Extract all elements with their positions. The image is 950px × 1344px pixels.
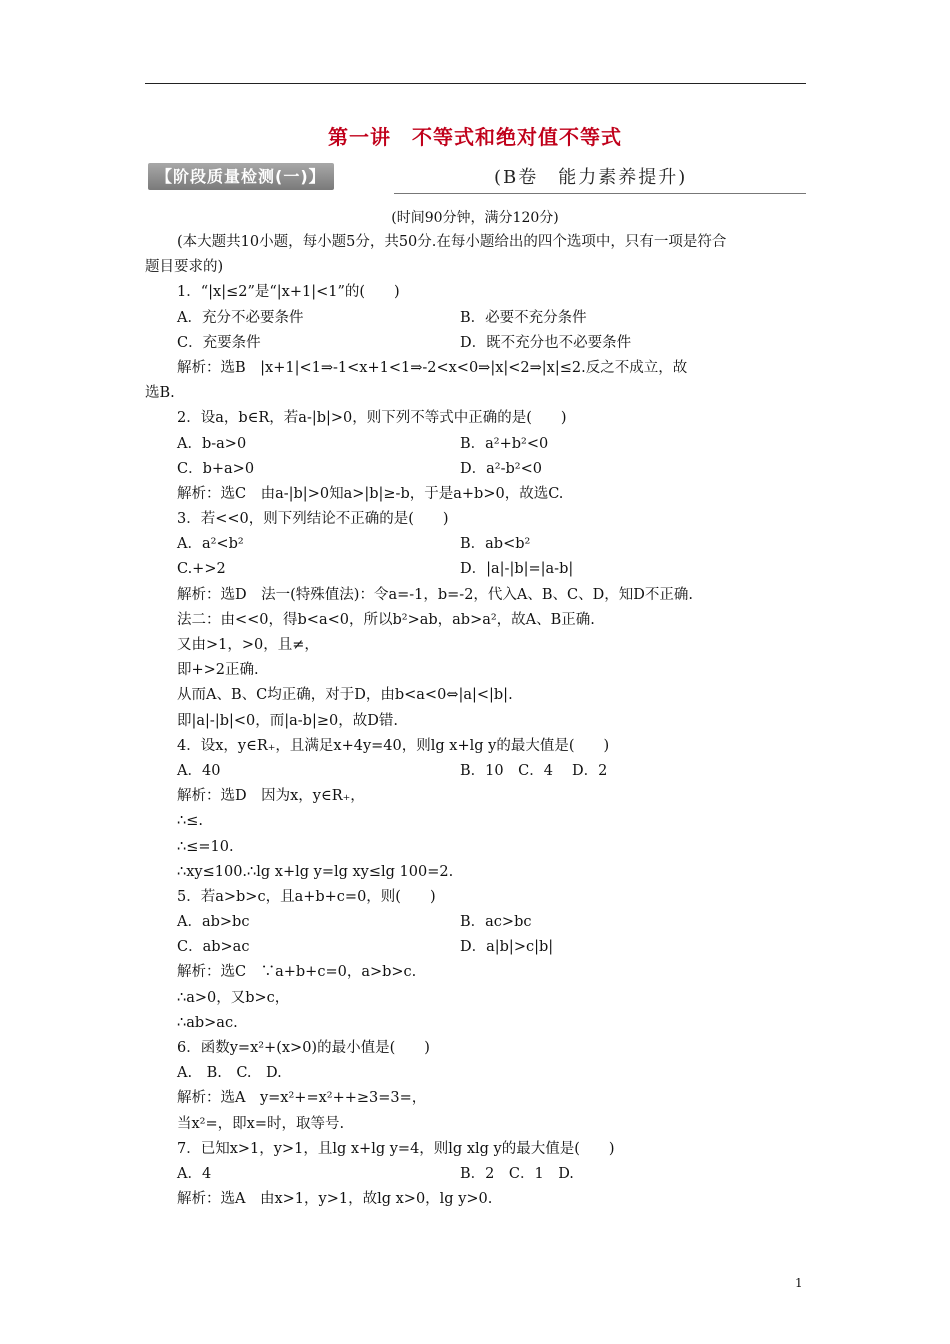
option: B．a²+b²<0	[460, 435, 549, 452]
option: A．4	[177, 1165, 212, 1182]
question-stem: 4．设x，y∈R₊，且满足x+4y=40，则lg x+lg y的最大值是( )	[177, 737, 610, 754]
option: C．b+a>0	[177, 460, 255, 477]
question-stem: 3．若<<0，则下列结论不正确的是( )	[177, 511, 449, 528]
option-row	[145, 557, 815, 582]
option: D．|a|-|b|=|a-b|	[460, 561, 574, 578]
solution-line: 选B.	[145, 385, 175, 402]
question-stem: 7．已知x>1，y>1，且lg x+lg y=4，则lg xlg y的最大值是( )	[177, 1140, 615, 1157]
solution-line: ∴xy≤100.∴lg x+lg y=lg xy≤lg 100=2.	[177, 863, 454, 880]
solution-line: 法二：由<<0，得b<a<0，所以b²>ab，ab>a²，故A、B正确.	[177, 611, 595, 628]
document-body	[145, 230, 815, 1212]
option-row	[145, 910, 815, 935]
solution-line: 解析：选A y=x²+=x²++≥3=3=，	[177, 1090, 427, 1107]
option-row: A. B. C. D.	[177, 1065, 282, 1082]
option: A．b-a>0	[177, 435, 247, 452]
solution-line: 解析：选D 法一(特殊值法)：令a=-1，b=-2，代入A、B、C、D，知D不正确.	[177, 586, 693, 603]
intro-line: (本大题共10小题，每小题5分，共50分.在每小题给出的四个选项中，只有一项是符合	[177, 234, 727, 250]
question-stem: 5．若a>b>c，且a+b+c=0，则( )	[177, 888, 436, 905]
page-title: 第一讲 不等式和绝对值不等式	[328, 125, 622, 149]
solution-line: 即+>2正确.	[177, 662, 259, 679]
option-row	[145, 532, 815, 557]
solution-line: 当x²=，即x=时，取等号.	[177, 1115, 345, 1132]
question-stem: 1．“|x|≤2”是“|x+1|<1”的( )	[177, 284, 400, 301]
section-subtitle: (B卷 能力素养提升)	[494, 167, 688, 188]
option: C.+>2	[177, 561, 226, 578]
solution-line: ∴≤=10.	[177, 838, 234, 855]
option: D．既不充分也不必要条件	[460, 334, 632, 351]
option: C．ab>ac	[177, 939, 250, 956]
option: D．a|b|>c|b|	[460, 939, 554, 956]
solution-line: 解析：选C 由a-|b|>0知a>|b|≥-b，于是a+b>0，故选C.	[177, 485, 564, 502]
option-row	[145, 432, 815, 457]
option-row	[145, 457, 815, 482]
solution-line: 解析：选A 由x>1，y>1，故lg x>0，lg y>0.	[177, 1191, 493, 1208]
solution-line: 解析：选C ∵a+b+c=0，a>b>c.	[177, 964, 417, 981]
option: C．充要条件	[177, 334, 261, 351]
question-stem: 2．设a，b∈R，若a-|b|>0，则下列不等式中正确的是( )	[177, 410, 567, 427]
option-row	[145, 759, 815, 784]
option: B．ab<b²	[460, 536, 531, 553]
page-number: 1	[795, 1276, 803, 1290]
solution-line: 解析：选B |x+1|<1⇒-1<x+1<1⇒-2<x<0⇒|x|<2⇒|x|≤2.反之不成立，故	[177, 359, 688, 376]
solution-line: 又由>1，>0，且≠，	[177, 637, 319, 653]
option-row	[145, 331, 815, 356]
solution-line: ∴≤.	[177, 813, 203, 830]
option: B．ac>bc	[460, 914, 532, 931]
solution-line: 即|a|-|b|<0，而|a-b|≥0，故D错.	[177, 712, 398, 729]
exam-time-info: (时间90分钟，满分120分)	[391, 210, 559, 226]
option: A．40	[177, 762, 221, 779]
option: D．a²-b²<0	[460, 460, 542, 477]
option-row	[145, 306, 815, 331]
option: B．必要不充分条件	[460, 309, 587, 326]
question-stem: 6．函数y=x²+(x>0)的最小值是( )	[177, 1040, 430, 1056]
option: A．充分不必要条件	[177, 309, 304, 326]
option: A．ab>bc	[177, 914, 250, 931]
solution-line: 从而A、B、C均正确，对于D，由b<a<0⇔|a|<|b|.	[177, 687, 513, 704]
header-rule	[145, 83, 806, 84]
option: B．10 C．4 D．2	[460, 762, 608, 779]
solution-line: ∴ab>ac.	[177, 1014, 238, 1031]
section-badge: 【阶段质量检测(一)】	[148, 163, 334, 190]
intro-line: 题目要求的)	[145, 259, 224, 276]
option: A．a²<b²	[177, 536, 244, 553]
option: B．2 C．1 D.	[460, 1165, 574, 1182]
option-row	[145, 935, 815, 960]
option-row	[145, 1162, 815, 1187]
solution-line: 解析：选D 因为x，y∈R₊，	[177, 788, 365, 805]
solution-line: ∴a>0，又b>c，	[177, 989, 290, 1006]
subtitle-rule	[394, 193, 806, 194]
